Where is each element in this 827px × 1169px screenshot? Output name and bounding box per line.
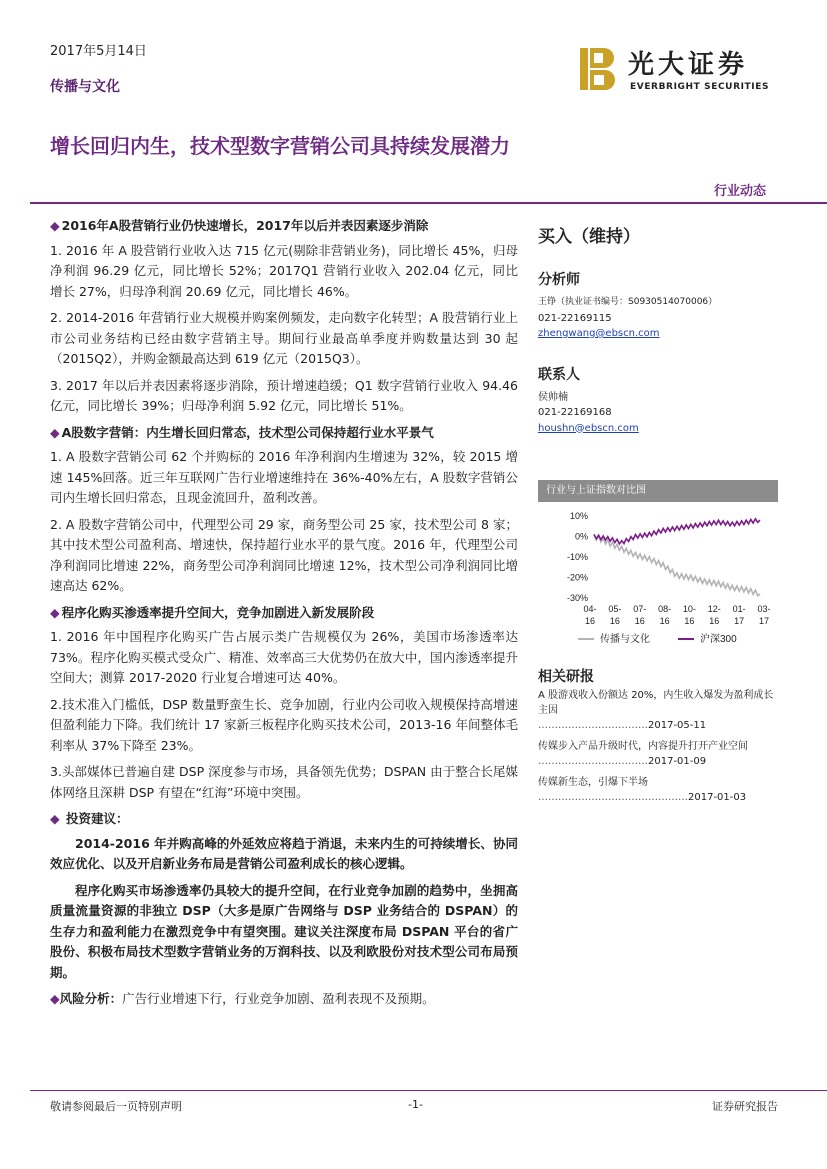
sidebar xyxy=(538,222,778,436)
chart-plot xyxy=(538,502,778,660)
report-type: 行业动态 xyxy=(714,184,767,199)
related-report-item[interactable] xyxy=(538,775,778,805)
sector-label: 传播与文化 xyxy=(50,79,120,95)
contact-phone: 021-22169168 xyxy=(538,407,612,418)
section-heading: ◆ 2016年A股营销行业仍快速增长，2017年以后并表因素逐步消除 xyxy=(50,218,429,233)
diamond-bullet-icon: ◆ xyxy=(50,218,60,233)
diamond-bullet-icon: ◆ xyxy=(50,424,60,440)
y-tick-label: -10% xyxy=(566,552,588,562)
analyst-email-link[interactable]: zhengwang@ebscn.com xyxy=(538,328,660,339)
paragraph: 1. 2016 年中国程序化购买广告占展示类广告规模仅为 26%，美国市场渗透率达 73%。程序化购买模式受众广、精准、效率高三大优势仍在放大中，国内渗透率提升空间大；测算 2017-2020 行业复合增速可达 40%。 xyxy=(50,629,518,685)
legend-label: 传播与文化 xyxy=(600,634,650,645)
y-tick-label: 0% xyxy=(574,531,588,542)
x-tick-label: 12- xyxy=(707,604,721,614)
legend-label: 沪深300 xyxy=(700,634,737,645)
diamond-bullet-icon: ◆ xyxy=(50,604,60,620)
diamond-bullet-icon: ◆ xyxy=(50,811,60,826)
header-divider xyxy=(30,202,827,204)
x-tick-label: 16 xyxy=(709,616,720,626)
paragraph: 2. 2014-2016 年营销行业大规模并购案例频发，走向数字化转型；A 股营销行业上市公司业务结构已经由数字营销主导。期间行业最高单季度并购数量达到 30 起（2015Q2），并购金额最高达到 619 亿元（2015Q3）。 xyxy=(50,310,518,366)
paragraph: 1. A 股数字营销公司 62 个并购标的 2016 年净利润内生增速为 32%，较 2015 增速 145%回落。近三年互联网广告行业增速维持在 36%-40%左右，A 股数字营销公司内生增长回归常态，且现金流回升，盈利改善。 xyxy=(50,449,518,505)
contact-email-link[interactable]: houshn@ebscn.com xyxy=(538,422,639,434)
section-heading: ◆ 投资建议： xyxy=(50,811,129,826)
paragraph: 3. 2017 年以后并表因素将逐步消除，预计增速趋缓；Q1 数字营销行业收入 94.46 亿元，同比增长 39%；归母净利润 5.92 亿元，同比增长 51%。 xyxy=(50,377,518,413)
x-tick-label: 01- xyxy=(732,604,746,614)
analyst-name: 王铮（执业证书编号：S0930514070006） xyxy=(538,297,718,307)
contact-name: 侯帅楠 xyxy=(538,391,568,403)
diamond-bullet-icon: ◆ xyxy=(50,991,60,1006)
report-title: 增长回归内生，技术型数字营销公司具持续发展潜力 xyxy=(50,134,510,158)
page-number: -1- xyxy=(408,1098,423,1111)
x-tick-label: 07- xyxy=(633,604,647,614)
related-report-date: ……………………………2017-01-09 xyxy=(538,756,707,767)
paragraph: 3.头部媒体已普遍自建 DSP 深度参与市场，具备领先优势；DSPAN 由于整合长尾媒体网络且深耕 DSP 有望在“红海”环境中突围。 xyxy=(50,764,518,800)
recommendation-paragraph: 程序化购买市场渗透率仍具较大的提升空间，在行业竞争加剧的趋势中，坐拥高质量流量资源的非独立 DSP（大多是原广告网络与 DSP 业务结合的 DSPAN）的生存力和盈利能力在激烈竞争中有望突围。建议关注深度布局 DSPAN 平台的省广股份、积极布局技术型数字营销业务的万润科技、以及利欧股份对技术型公司布局预期。 xyxy=(50,882,518,980)
x-tick-label: 16 xyxy=(684,616,695,626)
y-tick-label: -30% xyxy=(566,593,588,603)
related-reports xyxy=(538,666,778,811)
logo-mark-icon xyxy=(578,46,618,92)
related-report-title[interactable]: 传媒新生态，引爆下半场 xyxy=(538,777,648,788)
related-report-item[interactable] xyxy=(538,739,778,769)
logo-english-name: EVERBRIGHT SECURITIES xyxy=(630,82,770,92)
x-tick-label: 16 xyxy=(584,616,596,626)
x-tick-label: 17 xyxy=(734,616,745,626)
report-date: 2017年5月14日 xyxy=(50,44,147,59)
x-tick-label: 16 xyxy=(609,616,620,626)
y-tick-label: -20% xyxy=(566,572,588,583)
x-tick-label: 05- xyxy=(608,604,622,614)
x-tick-label: 10- xyxy=(682,604,696,614)
main-content xyxy=(50,212,518,1010)
recommendation-paragraph: 2014-2016 年并购高峰的外延效应将趋于消退，未来内生的可持续增长、协同效应优化、以及开启新业务布局是营销公司盈利成长的核心逻辑。 xyxy=(50,835,518,871)
x-tick-label: 08- xyxy=(658,604,672,614)
y-tick-label: 10% xyxy=(569,511,588,521)
related-report-date: ……………………………2017-05-11 xyxy=(538,720,707,731)
comparison-chart xyxy=(538,480,778,660)
related-heading: 相关研报 xyxy=(538,669,594,685)
paragraph: 2. A 股数字营销公司中，代理型公司 29 家，商务型公司 25 家，技术型公司 8 家；其中技术型公司盈利高、增速快，保持超行业水平的景气度。2016 年，代理型公司净利润同比增速 22%，商务型公司净利润同比增速 12%，技术型公司净利润同比增速高达 62%。 xyxy=(50,516,518,593)
series-line-csi300 xyxy=(594,519,760,544)
contact-heading: 联系人 xyxy=(538,366,580,383)
related-report-title[interactable]: A 股游戏收入份额达 20%，内生收入爆发为盈利成长主因 xyxy=(538,690,774,716)
x-tick-label: 16 xyxy=(634,616,645,626)
paragraph: 1. 2016 年 A 股营销行业收入达 715 亿元(剔除非营销业务)，同比增长 45%，归母净利润 96.29 亿元，同比增长 52%；2017Q1 营销行业收入 202.04 亿元，同比增长 27%，归母净利润 20.69 亿元，同比增长 46%。 xyxy=(50,242,518,299)
related-report-date: ………………………………………2017-01-03 xyxy=(538,792,747,803)
company-logo xyxy=(578,40,778,98)
paragraph: 2.技术准入门槛低，DSP 数量野蛮生长、竞争加剧，行业内公司收入规模保持高增速但盈利能力下降。我们统计 17 家新三板程序化购买技术公司，2013-16 年间整体毛利率从 37%下降至 23%。 xyxy=(50,696,518,753)
rating: 买入（维持） xyxy=(538,227,640,247)
analyst-phone: 021-22169115 xyxy=(538,312,612,324)
logo-chinese-name: 光大证券 xyxy=(628,50,749,80)
analyst-heading: 分析师 xyxy=(538,272,580,288)
footer-divider xyxy=(30,1090,827,1091)
x-tick-label: 04- xyxy=(583,604,597,614)
section-heading: ◆ 程序化购买渗透率提升空间大，竞争加剧进入新发展阶段 xyxy=(50,604,375,620)
x-tick-label: 16 xyxy=(659,616,670,626)
related-report-item[interactable] xyxy=(538,688,778,733)
chart-title: 行业与上证指数对比图 xyxy=(538,480,778,502)
x-tick-label: 03- xyxy=(757,604,771,614)
related-report-title[interactable]: 传媒步入产品升级时代，内容提升打开产业空间 xyxy=(538,741,748,752)
risk-analysis: ◆风险分析：广告行业增速下行，行业竞争加剧、盈利表现不及预期。 xyxy=(50,991,435,1006)
footer-disclaimer: 敬请参阅最后一页特别声明 xyxy=(50,1100,182,1113)
x-tick-label: 17 xyxy=(758,616,770,626)
footer-report-label: 证券研究报告 xyxy=(712,1100,778,1113)
section-heading: ◆ A股数字营销：内生增长回归常态，技术型公司保持超行业水平景气 xyxy=(50,424,434,440)
